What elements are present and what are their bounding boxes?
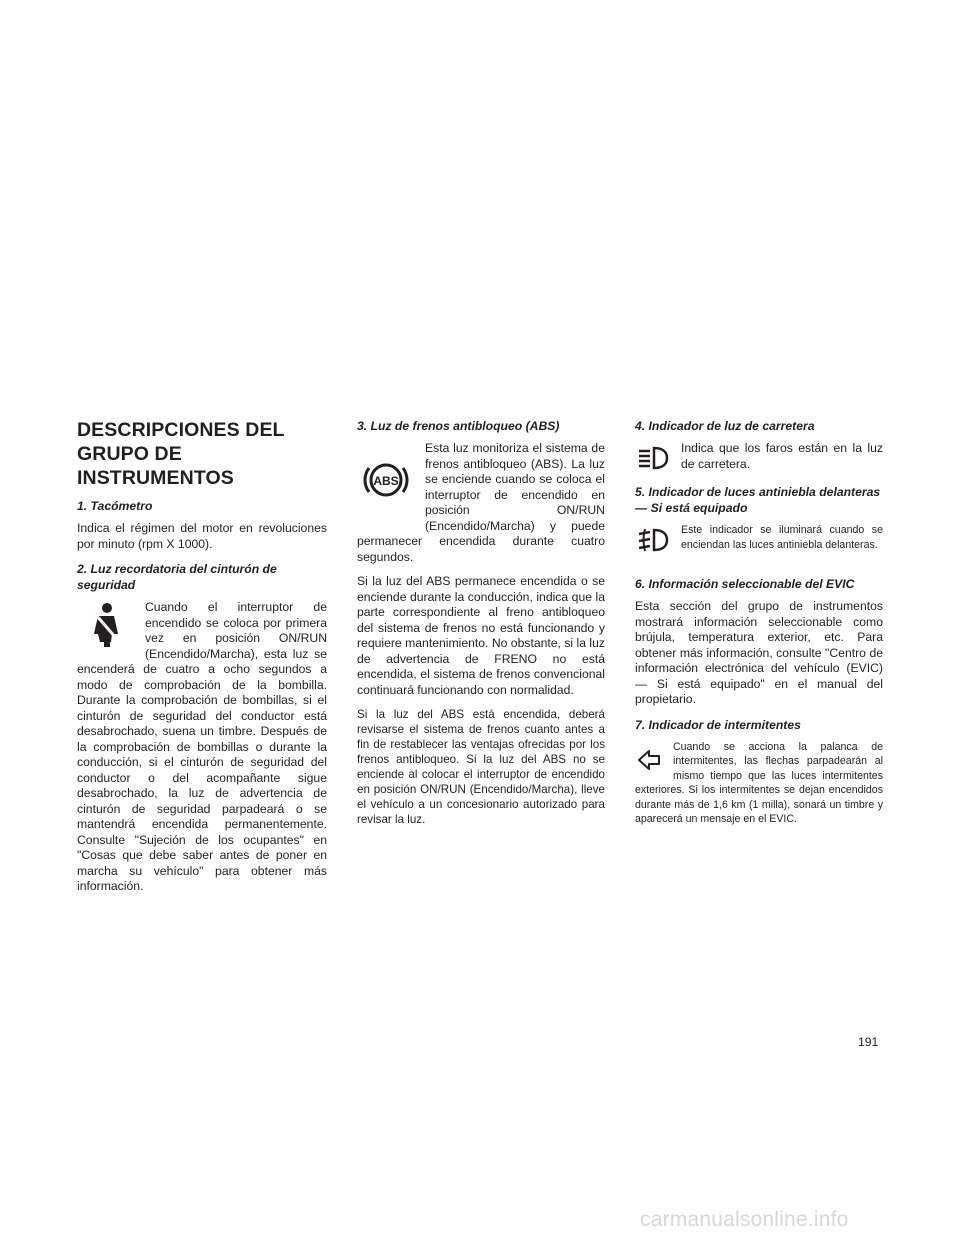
seatbelt-icon bbox=[77, 600, 135, 650]
fog-light-text: Este indicador se iluminará cuando se enciendan las luces antiniebla delanteras. bbox=[681, 524, 883, 551]
abs-text-1: Esta luz monitoriza el sistema de frenos antibloqueo (ABS). La luz se enciende cuando se coloca el interruptor de encendido en posición ON/RUN (Encendido/Marcha) y puede permanecer encendida durante cuatro segundos. bbox=[357, 441, 605, 564]
watermark: carmanualsonline.info bbox=[640, 1208, 849, 1231]
evic-text: Esta sección del grupo de instrumentos mostrará información seleccionable como brújula, temperatura exterior, etc. Para obtener más información, consulte "Centro de información electrónica del vehículo (EVIC) — Si está equipado" en el manual del propietario. bbox=[635, 599, 883, 706]
high-beam-heading: 4. Indicador de luz de carretera bbox=[635, 419, 815, 433]
tachometer-text: Indica el régimen del motor en revoluciones por minuto (rpm X 1000). bbox=[77, 521, 327, 551]
section-title: DESCRIPCIONES DEL GRUPO DE INSTRUMENTOS bbox=[77, 419, 285, 489]
abs-text-3: Si la luz del ABS está encendida, deberá revisarse el sistema de frenos cuanto antes a fin de restablecer las ventajas ofrecidas por los frenos antibloqueo. Si la luz del ABS no se enciende al colocar el interruptor de encendido en posición ON/RUN (Encendido/Marcha), lleve el vehículo a un concesionario autorizado para revisar la luz. bbox=[357, 708, 605, 826]
turn-signal-heading: 7. Indicador de intermitentes bbox=[635, 717, 801, 732]
abs-warning-icon bbox=[357, 441, 415, 519]
abs-block bbox=[357, 441, 605, 565]
high-beam-text: Indica que los faros están en la luz de carretera. bbox=[681, 441, 883, 471]
fog-light-block bbox=[635, 523, 883, 557]
turn-signal-block bbox=[635, 740, 883, 827]
column-2 bbox=[357, 418, 605, 836]
abs-heading: 3. Luz de frenos antibloqueo (ABS) bbox=[357, 419, 560, 433]
abs-icon-label: ABS bbox=[373, 474, 399, 488]
high-beam-block bbox=[635, 441, 883, 475]
column-3 bbox=[635, 418, 883, 836]
front-fog-light-icon bbox=[635, 523, 671, 557]
turn-signal-arrow-icon bbox=[635, 740, 663, 780]
seatbelt-block bbox=[77, 600, 327, 895]
abs-text-2: Si la luz del ABS permanece encendida o se enciende durante la conducción, indica que la parte correspondiente al freno antibloqueo del sistema de frenos no está funcionando y requiere mantenimiento. No obstante, si la luz de advertencia de FRENO no está encendida, el sistema de frenos convencional continuará funcionando con normalidad. bbox=[357, 574, 605, 697]
high-beam-icon bbox=[635, 441, 671, 475]
seatbelt-heading: 2. Luz recordatoria del cinturón de seguridad bbox=[77, 562, 277, 592]
column-1 bbox=[77, 418, 327, 904]
turn-signal-text: Cuando se acciona la palanca de intermitentes, las flechas parpadearán al mismo tiempo que las luces intermitentes exteriores. Si los intermitentes se dejan encendidos durante más de 1,6 km (1 milla), sonará un timbre y aparecerá un mensaje en el EVIC. bbox=[635, 740, 883, 825]
evic-heading: 6. Información seleccionable del EVIC bbox=[635, 577, 855, 591]
fog-light-heading: 5. Indicador de luces antiniebla delanteras — Si está equipado bbox=[635, 485, 881, 515]
seatbelt-text: Cuando el interruptor de encendido se coloca por primera vez en posición ON/RUN (Encendido/Marcha), esta luz se encenderá de cuatro a ocho segundos a modo de comprobación de la bombilla. Durante la comprobación de bombillas, si el cinturón de seguridad del conductor está desabrochado, suena un timbre. Después de la comprobación de bombillas o durante la conducción, si el cinturón de seguridad del conductor o del acompañante sigue desabrochado, la luz de advertencia de cinturón de seguridad parpadeará o se mantendrá encendida permanentemente. Consulte "Sujeción de los ocupantes" en "Cosas que debe saber antes de poner en marcha su vehículo" para obtener más información. bbox=[77, 600, 327, 893]
tachometer-heading: 1. Tacómetro bbox=[77, 499, 153, 513]
page-number: 191 bbox=[858, 1035, 879, 1049]
